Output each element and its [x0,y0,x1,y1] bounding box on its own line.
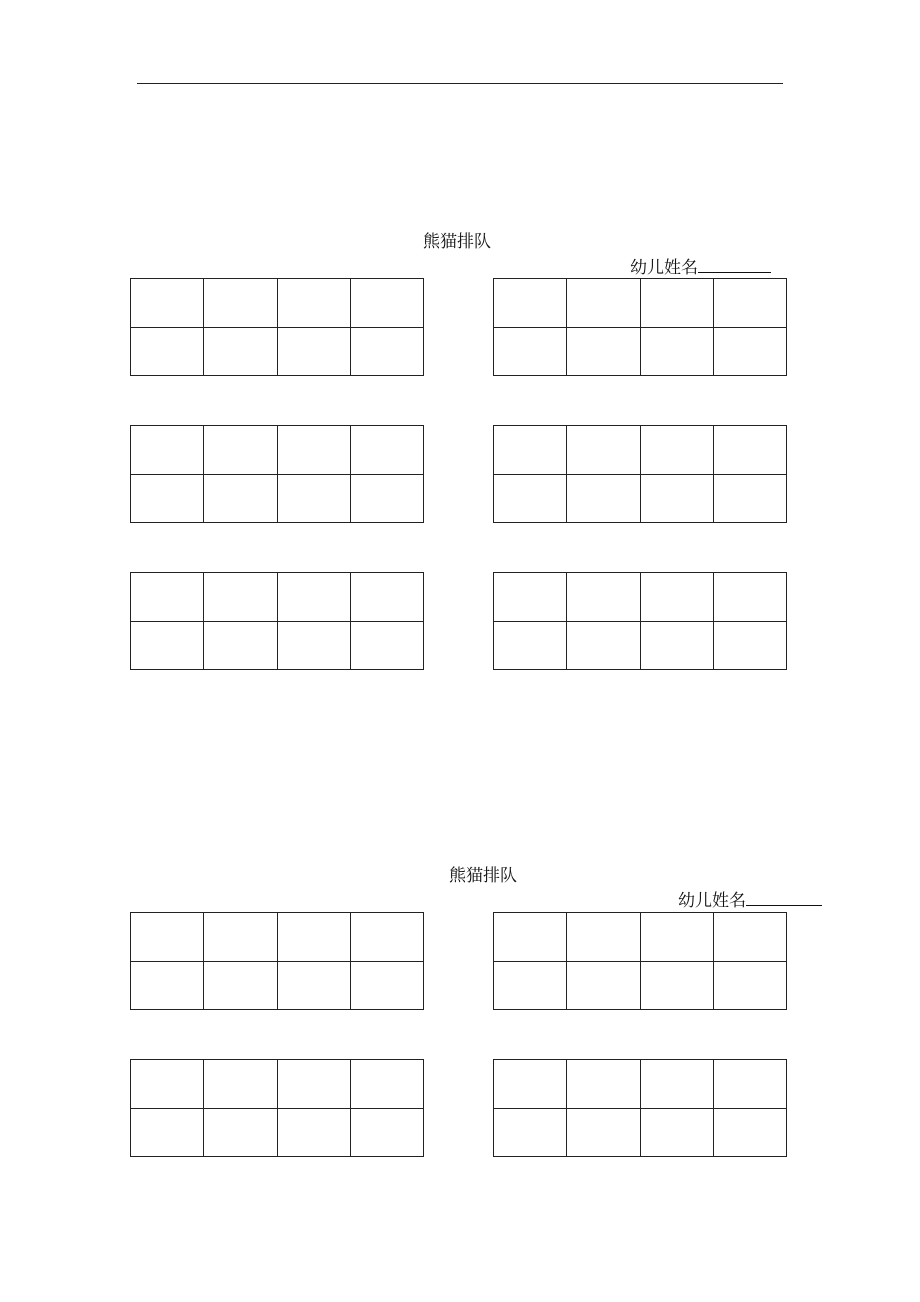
grid-cell[interactable] [714,475,787,524]
grid-cell[interactable] [641,573,714,622]
grid-cell[interactable] [714,328,787,377]
grid-cell[interactable] [641,1060,714,1109]
grid-cell[interactable] [204,573,277,622]
grid-cell[interactable] [494,1109,567,1158]
grid-cell[interactable] [641,1109,714,1158]
grid-cell[interactable] [131,962,204,1011]
grid-cell[interactable] [131,426,204,475]
answer-grid [130,278,424,376]
answer-grid [493,572,787,670]
grid-cell[interactable] [278,279,351,328]
grid-cell[interactable] [567,962,640,1011]
grid-cell[interactable] [494,1060,567,1109]
answer-grid [130,425,424,523]
grid-cell[interactable] [567,475,640,524]
grid-cell[interactable] [714,962,787,1011]
sheet-2-name-field[interactable] [678,891,822,911]
grid-cell[interactable] [131,475,204,524]
answer-grid [493,278,787,376]
sheet-1-name-label: 幼儿姓名 [630,258,698,278]
grid-cell[interactable] [494,913,567,962]
grid-cell[interactable] [204,426,277,475]
grid-cell[interactable] [278,622,351,671]
grid-cell[interactable] [567,279,640,328]
grid-cell[interactable] [641,475,714,524]
grid-cell[interactable] [351,328,424,377]
grid-cell[interactable] [714,573,787,622]
grid-cell[interactable] [351,279,424,328]
grid-cell[interactable] [204,622,277,671]
answer-grid [130,1059,424,1157]
grid-cell[interactable] [567,328,640,377]
grid-cell[interactable] [351,622,424,671]
grid-cell[interactable] [131,1109,204,1158]
grid-cell[interactable] [494,962,567,1011]
grid-cell[interactable] [278,573,351,622]
sheet-1-title: 熊猫排队 [423,232,491,252]
grid-cell[interactable] [351,913,424,962]
sheet-2-name-blank[interactable] [746,892,822,906]
grid-cell[interactable] [204,913,277,962]
grid-cell[interactable] [278,1109,351,1158]
grid-cell[interactable] [494,573,567,622]
grid-cell[interactable] [204,1060,277,1109]
grid-cell[interactable] [131,573,204,622]
grid-cell[interactable] [641,913,714,962]
grid-cell[interactable] [714,279,787,328]
grid-cell[interactable] [641,328,714,377]
header-rule [137,83,783,84]
grid-cell[interactable] [131,622,204,671]
grid-cell[interactable] [714,426,787,475]
grid-cell[interactable] [131,1060,204,1109]
grid-cell[interactable] [204,279,277,328]
grid-cell[interactable] [204,1109,277,1158]
sheet-2-name-label: 幼儿姓名 [678,891,746,911]
grid-cell[interactable] [641,962,714,1011]
sheet-1-name-field[interactable] [630,258,771,278]
answer-grid [493,912,787,1010]
grid-cell[interactable] [204,475,277,524]
sheet-2-title: 熊猫排队 [449,866,517,886]
grid-cell[interactable] [494,426,567,475]
answer-grid [130,912,424,1010]
grid-cell[interactable] [567,622,640,671]
grid-cell[interactable] [204,962,277,1011]
grid-cell[interactable] [131,913,204,962]
grid-cell[interactable] [641,426,714,475]
grid-cell[interactable] [567,426,640,475]
grid-cell[interactable] [351,962,424,1011]
grid-cell[interactable] [351,426,424,475]
grid-cell[interactable] [351,1109,424,1158]
sheet-1-name-blank[interactable] [698,259,771,273]
grid-cell[interactable] [567,1109,640,1158]
grid-cell[interactable] [494,475,567,524]
grid-cell[interactable] [714,622,787,671]
grid-cell[interactable] [278,475,351,524]
grid-cell[interactable] [278,1060,351,1109]
grid-cell[interactable] [494,328,567,377]
grid-cell[interactable] [641,622,714,671]
grid-cell[interactable] [494,279,567,328]
grid-cell[interactable] [567,1060,640,1109]
grid-cell[interactable] [351,573,424,622]
grid-cell[interactable] [278,328,351,377]
grid-cell[interactable] [131,279,204,328]
grid-cell[interactable] [567,573,640,622]
grid-cell[interactable] [641,279,714,328]
grid-cell[interactable] [131,328,204,377]
grid-cell[interactable] [567,913,640,962]
grid-cell[interactable] [714,1109,787,1158]
grid-cell[interactable] [204,328,277,377]
grid-cell[interactable] [714,913,787,962]
answer-grid [130,572,424,670]
grid-cell[interactable] [351,1060,424,1109]
grid-cell[interactable] [494,622,567,671]
grid-cell[interactable] [714,1060,787,1109]
grid-cell[interactable] [278,962,351,1011]
answer-grid [493,425,787,523]
grid-cell[interactable] [351,475,424,524]
answer-grid [493,1059,787,1157]
grid-cell[interactable] [278,913,351,962]
grid-cell[interactable] [278,426,351,475]
